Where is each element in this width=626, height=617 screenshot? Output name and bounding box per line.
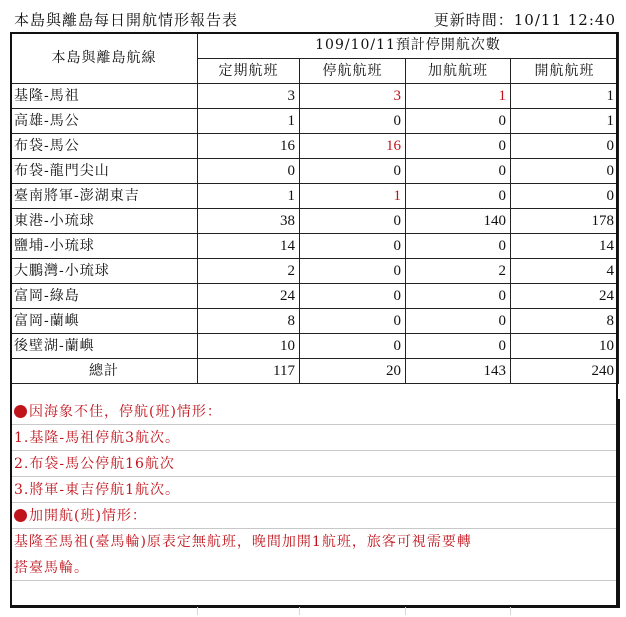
table-row — [11, 109, 619, 134]
suspension-item: 3.將軍-東吉停航1航次。 — [12, 477, 618, 503]
total-row — [11, 359, 619, 384]
date-header: 109/10/11預計停開航次數 — [198, 33, 619, 59]
scheduled-count: 16 — [198, 134, 300, 159]
added-count: 0 — [406, 234, 511, 259]
table-row — [11, 184, 619, 209]
operating-count: 4 — [511, 259, 619, 284]
operating-count: 0 — [511, 184, 619, 209]
scheduled-count: 24 — [198, 284, 300, 309]
suspended-count: 16 — [300, 134, 406, 159]
title-row — [10, 4, 618, 32]
added-count: 0 — [406, 159, 511, 184]
route-name: 富岡-綠島 — [11, 284, 198, 309]
bullet-icon — [14, 405, 27, 418]
total-scheduled: 117 — [198, 359, 300, 384]
suspended-count: 1 — [300, 184, 406, 209]
operating-count: 24 — [511, 284, 619, 309]
operating-count: 178 — [511, 209, 619, 234]
added-count: 0 — [406, 109, 511, 134]
total-added: 143 — [406, 359, 511, 384]
suspension-heading: 因海象不佳，停航(班)情形： — [29, 404, 222, 420]
route-name: 高雄-馬公 — [11, 109, 198, 134]
column-header-operating: 開航航班 — [511, 58, 619, 84]
suspension-item: 1.基隆-馬祖停航3航次。 — [12, 425, 618, 451]
scheduled-count: 2 — [198, 259, 300, 284]
route-name: 富岡-蘭嶼 — [11, 309, 198, 334]
operating-count: 8 — [511, 309, 619, 334]
route-name: 布袋-龍門尖山 — [11, 159, 198, 184]
table-row — [11, 284, 619, 309]
scheduled-count: 1 — [198, 184, 300, 209]
added-text-line-2: 搭臺馬輪。 — [12, 555, 618, 581]
route-name: 基隆-馬祖 — [11, 84, 198, 109]
operating-count: 14 — [511, 234, 619, 259]
added-count: 140 — [406, 209, 511, 234]
total-label: 總計 — [11, 359, 198, 384]
suspended-count: 0 — [300, 259, 406, 284]
operating-count: 0 — [511, 134, 619, 159]
column-header-scheduled: 定期航班 — [198, 58, 300, 84]
route-name: 臺南將軍-澎湖東吉 — [11, 184, 198, 209]
table-row — [11, 234, 619, 259]
added-count: 0 — [406, 309, 511, 334]
column-header-added: 加航航班 — [406, 58, 511, 84]
grid-tick — [405, 607, 406, 615]
suspended-count: 3 — [300, 84, 406, 109]
suspended-count: 0 — [300, 334, 406, 359]
table-row — [11, 309, 619, 334]
added-count: 0 — [406, 134, 511, 159]
suspended-count: 0 — [300, 209, 406, 234]
suspended-count: 0 — [300, 309, 406, 334]
table-row — [11, 159, 619, 184]
route-name: 東港-小琉球 — [11, 209, 198, 234]
table-row — [11, 134, 619, 159]
route-name: 布袋-馬公 — [11, 134, 198, 159]
added-count: 0 — [406, 184, 511, 209]
route-header: 本島與離島航線 — [11, 33, 198, 84]
grid-tick — [510, 607, 511, 615]
suspended-count: 0 — [300, 159, 406, 184]
scheduled-count: 0 — [198, 159, 300, 184]
column-header-suspended: 停航航班 — [300, 58, 406, 84]
suspension-item: 2.布袋-馬公停航16航次 — [12, 451, 618, 477]
route-name: 大鵬灣-小琉球 — [11, 259, 198, 284]
table-row — [11, 259, 619, 284]
grid-tick — [197, 607, 198, 615]
added-count: 2 — [406, 259, 511, 284]
table-row — [11, 209, 619, 234]
bullet-icon — [14, 509, 27, 522]
suspended-count: 0 — [300, 284, 406, 309]
scheduled-count: 8 — [198, 309, 300, 334]
suspended-count: 0 — [300, 234, 406, 259]
grid-tick — [299, 607, 300, 615]
scheduled-count: 3 — [198, 84, 300, 109]
total-operating: 240 — [511, 359, 619, 384]
operating-count: 1 — [511, 109, 619, 134]
table-row — [11, 334, 619, 359]
operating-count: 1 — [511, 84, 619, 109]
report-title: 本島與離島每日開航情形報告表 — [14, 11, 239, 29]
notes-section — [10, 399, 620, 608]
update-time: 更新時間：10/11 12:40 — [433, 11, 616, 29]
scheduled-count: 38 — [198, 209, 300, 234]
suspended-count: 0 — [300, 109, 406, 134]
added-count: 0 — [406, 284, 511, 309]
suspension-heading-line — [12, 399, 618, 425]
operating-count: 10 — [511, 334, 619, 359]
added-count: 1 — [406, 84, 511, 109]
schedule-table — [10, 32, 619, 384]
added-text-line-1: 基隆至馬祖(臺馬輪)原表定無航班，晚間加開1航班，旅客可視需要轉 — [14, 534, 472, 550]
added-heading-line — [12, 503, 618, 529]
added-count: 0 — [406, 334, 511, 359]
operating-count: 0 — [511, 159, 619, 184]
table-row — [11, 84, 619, 109]
added-heading: 加開航(班)情形： — [29, 508, 147, 524]
scheduled-count: 14 — [198, 234, 300, 259]
route-name: 鹽埔-小琉球 — [11, 234, 198, 259]
scheduled-count: 10 — [198, 334, 300, 359]
total-suspended: 20 — [300, 359, 406, 384]
route-name: 後壁湖-蘭嶼 — [11, 334, 198, 359]
scheduled-count: 1 — [198, 109, 300, 134]
